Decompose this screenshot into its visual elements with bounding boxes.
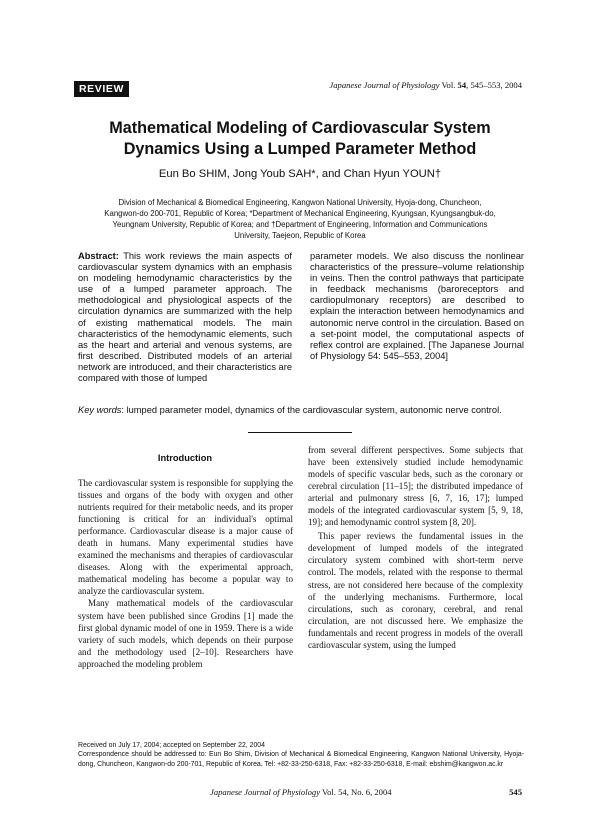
paragraph: Many mathematical models of the cardiovascular system have been published since Grodins [1] made the first global dynamic model of one in 1959. There is a wide variety of such models, which depends on their purpose and the methodology used [2–10]. Researchers have approached the modeling problem <box>78 598 293 669</box>
body-column-right <box>308 444 523 651</box>
footer-issue: Vol. 54, No. 6, 2004 <box>320 787 392 797</box>
abstract-column-left <box>78 251 292 384</box>
affiliation-line: Yeungnam University, Republic of Korea; and †Department of Engineering, Information and Communications <box>112 220 488 229</box>
keywords-text: : lumped parameter model, dynamics of the cardiovascular system, autonomic nerve control. <box>121 405 502 415</box>
received-dates: Received on July 17, 2004; accepted on September 22, 2004 <box>78 742 265 749</box>
running-header <box>329 80 522 90</box>
title-line-1: Mathematical Modeling of Cardiovascular System <box>109 119 491 137</box>
affiliations <box>80 197 520 241</box>
section-separator <box>248 432 352 433</box>
paragraph: The cardiovascular system is responsible for supplying the tissues and organs of the body with oxygen and other nutrients required for their metabolic needs, and its proper functioning is critical for an individual's optimal performance. Cardiovascular disease is a major cause of death in humans. Many experimental studies have examined the mechanisms and therapies of cardiovascular diseases. Along with the experimental approach, mathematical modeling has become a popular way to analyze the cardiovascular system. <box>78 478 293 597</box>
page-range: , 545–553, 2004 <box>466 80 522 90</box>
footer-journal <box>210 787 392 797</box>
affiliation-line: Division of Mechanical & Biomedical Engineering, Kangwon National University, Hyoja-dong, Chuncheon, <box>118 198 482 207</box>
footer-journal-name: Japanese Journal of Physiology <box>210 787 321 797</box>
affiliation-line: University, Taejeon, Republic of Korea <box>234 231 366 240</box>
footnote <box>78 741 524 769</box>
paragraph: from several different perspectives. Some subjects that have been extensively studied include hemodynamic models of specific vascular beds, such as the coronary or cerebral circulation [11–15]; the distributed impedance of arterial and pulmonary stress [6, 7, 16, 17]; lumped models of the integrated cardiovascular system [5, 9, 18, 19]; and hemodynamic control system [8, 20]. <box>308 445 523 528</box>
article-type-badge: REVIEW <box>74 81 129 97</box>
author-list: Eun Bo SHIM, Jong Youb SAH*, and Chan Hyun YOUN† <box>158 168 442 180</box>
article-title <box>60 118 540 160</box>
affiliation-line: Kangwon-do 200-701, Republic of Korea; *Department of Mechanical Engineering, Kyungsan, Kyungsangbuk-do, <box>104 209 496 218</box>
journal-name: Japanese Journal of Physiology <box>329 80 440 90</box>
keywords <box>78 404 524 416</box>
page-number: 545 <box>509 787 522 797</box>
abstract-column-right <box>310 251 524 362</box>
volume-number: 54 <box>457 80 467 90</box>
volume-prefix: Vol. <box>441 80 456 90</box>
paragraph: This paper reviews the fundamental issues in the development of lumped models of the integrated circulatory system combined with short-term nerve control. The models, related with the response to thermal stress, are not considered here because of the complexity of the underlying mechanisms. Furthermore, local circulations, such as coronary, cerebral, and renal circulation, are not discussed here. We emphasize the fundamentals and recent progress in models of the overall cardiovascular system, using the lumped <box>308 531 523 650</box>
title-line-2: Dynamics Using a Lumped Parameter Method <box>123 140 477 158</box>
abstract-text-continued: parameter models. We also discuss the nonlinear characteristics of the pressure–volume relationship in veins. Then the control pathways that participate in feedback mechanisms (baroreceptors and cardiopulmonary receptors) are described to explain the interaction between hemodynamics and autonomic nerve control in the circulation. Based on a set-point model, the computational aspects of reflex control are explained. [The Japanese Journal of Physiology 54: 545–553, 2004] <box>310 251 524 361</box>
section-heading-introduction: Introduction <box>157 453 213 463</box>
correspondence-note: Correspondence should be addressed to: Eun Bo Shim, Division of Mechanical & Biomedical Engineering, Kangwon National University, Hyoja-dong, Chuncheon, Kangwon-do 200-701, Republic of Korea. Tel: +82-33-250-6318, Fax: +82-33-250-6318, E-mail: ebshim@kangwon.ac.kr <box>78 751 524 768</box>
abstract-label: Abstract: <box>78 251 119 261</box>
body-column-left <box>78 477 293 670</box>
abstract-text: This work reviews the main aspects of cardiovascular system dynamics with an emphasis on modeling hemodynamic characteristics by the use of a lumped parameter approach. The methodological and physiological aspects of the circulation dynamics are summarized with the help of existing mathematical models. The main characteristics of the hemodynamic elements, such as the heart and arterial and venous systems, are first described. Distributed models of an arterial network are introduced, and their characteristics are compared with those of lumped <box>78 251 292 384</box>
keywords-label: Key words <box>78 405 122 415</box>
